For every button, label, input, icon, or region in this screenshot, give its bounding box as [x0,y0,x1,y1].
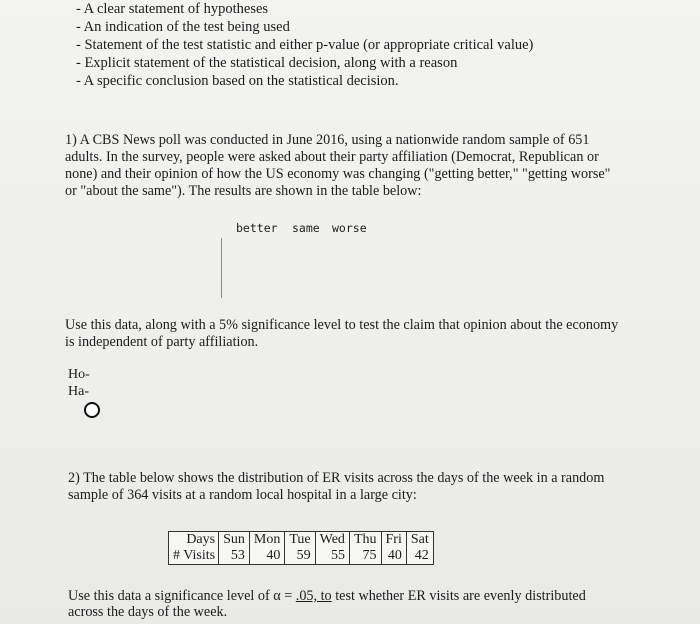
row-header: # Visits [169,548,219,565]
column-header: worse [332,221,367,235]
table-row [169,532,434,549]
radio-button[interactable] [84,402,100,418]
requirement-item: - A clear statement of hypotheses [76,1,269,17]
er-visits-table [168,531,434,565]
day-cell: Fri [381,532,406,549]
visits-cell: 42 [406,548,433,565]
question-1-text: 1) A CBS News poll was conducted in June 2016, using a nationwide random sample of 651 adults. In the survey, people were asked about their party affiliation (Democrat, Republican or none) and their opinion of how the US economy was changing ("getting better," "getting worse" or "about the same"). The results are shown in the table below: [65,132,611,199]
visits-cell: 55 [315,548,349,565]
table-row [169,548,434,565]
alternative-hypothesis-label: Ha- [68,384,89,399]
day-cell: Wed [315,532,349,549]
visits-cell: 40 [381,548,406,565]
requirement-item: - Explicit statement of the statistical decision, along with a reason [76,55,458,71]
requirement-item: - A specific conclusion based on the statistical decision. [76,73,399,89]
visits-cell: 40 [249,548,284,565]
requirement-item: - An indication of the test being used [76,19,290,35]
table-divider [221,238,222,298]
day-cell: Thu [349,532,381,549]
instruction-text: test whether ER visits are evenly distributed across the days of the week. [68,588,586,620]
day-cell: Sat [406,532,433,549]
alpha-value: .05, to [295,588,332,604]
instruction-text: Use this data a significance level of α = [68,588,296,604]
row-header: Days [169,532,219,549]
null-hypothesis-label: Ho- [68,367,90,382]
visits-cell: 53 [219,548,250,565]
day-cell: Sun [219,532,250,549]
day-cell: Mon [249,532,284,549]
requirements-list [76,0,533,90]
requirement-item: - Statement of the test statistic and either p-value (or appropriate critical value) [76,37,534,53]
column-header: same [292,221,320,235]
visits-cell: 59 [285,548,315,565]
visits-cell: 75 [349,548,381,565]
question-1-instruction: Use this data, along with a 5% significance level to test the claim that opinion about the economy is independent of party affiliation. [65,317,619,350]
column-header: better [236,221,278,235]
question-2-text: 2) The table below shows the distribution of ER visits across the days of the week in a random sample of 364 visits at a random local hospital in a large city: [68,470,605,503]
question-2-instruction [68,588,588,620]
day-cell: Tue [285,532,315,549]
